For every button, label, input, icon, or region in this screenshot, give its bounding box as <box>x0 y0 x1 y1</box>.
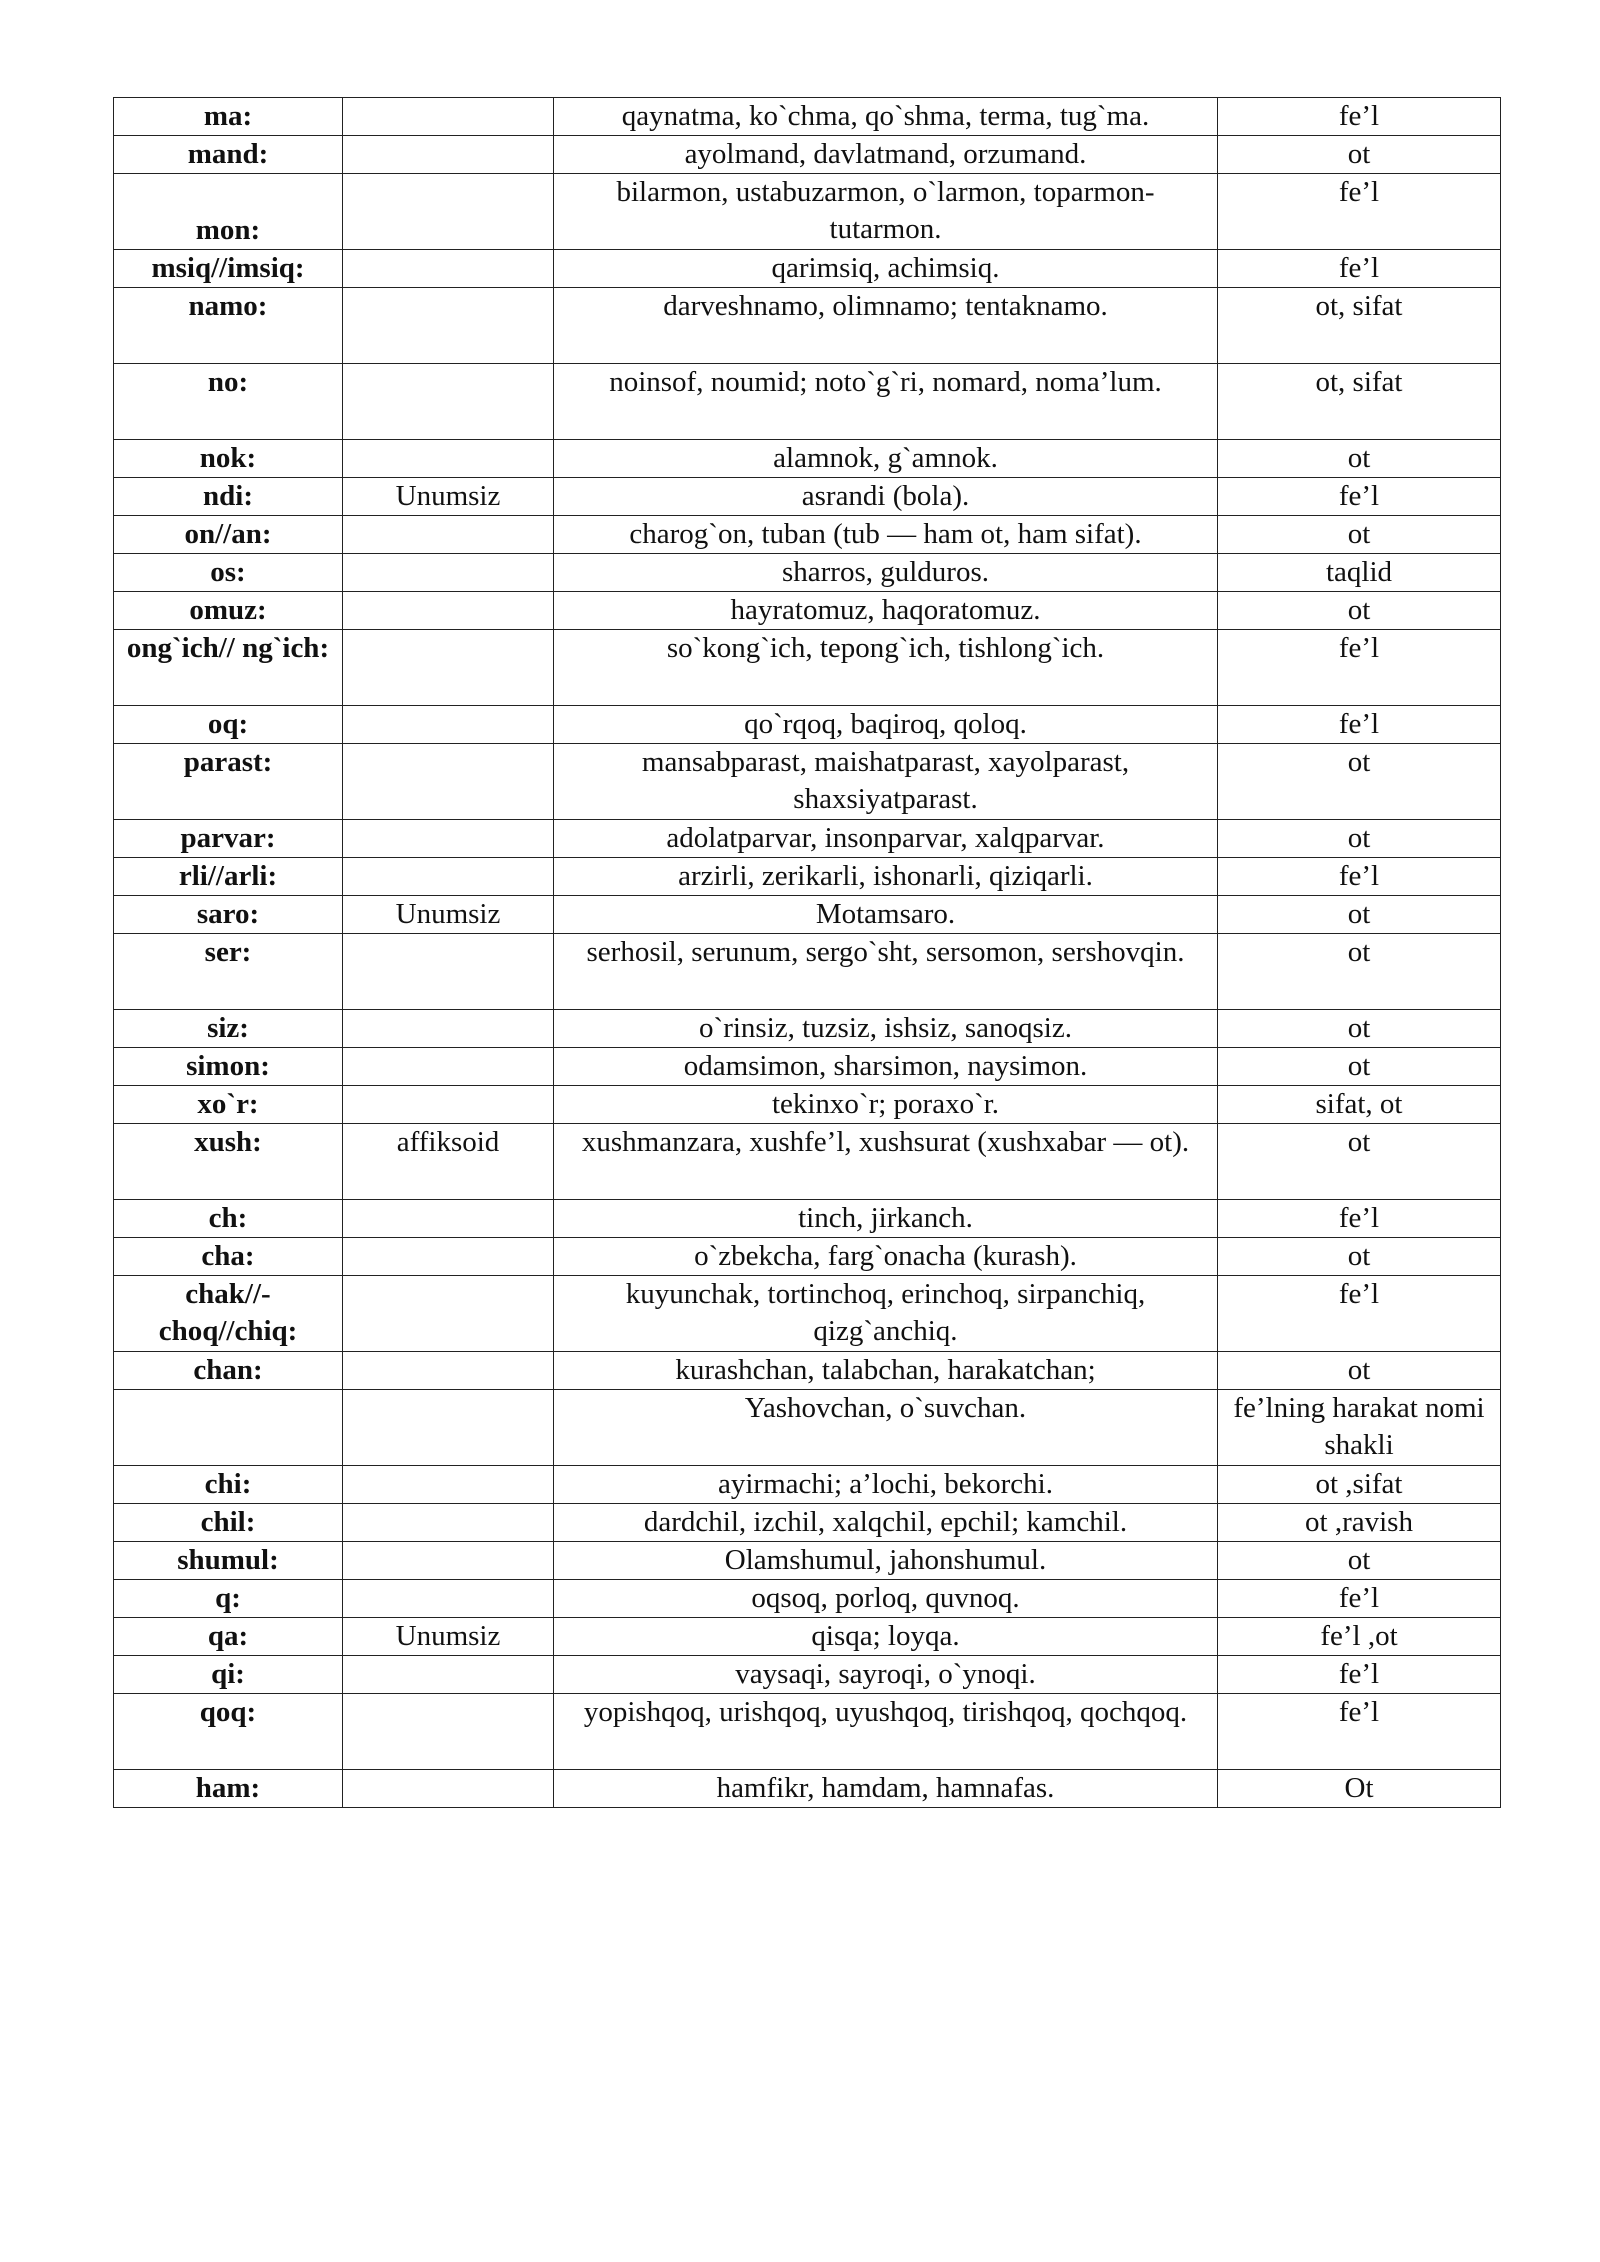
part-of-speech-cell: fe’l <box>1218 1200 1501 1238</box>
note-cell <box>343 934 554 1010</box>
examples-cell: yopishqoq, urishqoq, uyushqoq, tirishqoq, qochqoq. <box>554 1694 1218 1770</box>
table-row <box>114 1124 1501 1200</box>
note-cell <box>343 1504 554 1542</box>
examples-cell: hayratomuz, haqoratomuz. <box>554 592 1218 630</box>
part-of-speech-cell: ot ,sifat <box>1218 1466 1501 1504</box>
part-of-speech-cell: ot <box>1218 934 1501 1010</box>
table-row <box>114 1048 1501 1086</box>
affix-cell: nok: <box>114 440 343 478</box>
table-row <box>114 744 1501 820</box>
note-cell <box>343 744 554 820</box>
examples-cell: qisqa; loyqa. <box>554 1618 1218 1656</box>
table-row <box>114 858 1501 896</box>
note-cell: Unumsiz <box>343 478 554 516</box>
note-cell <box>343 706 554 744</box>
part-of-speech-cell: fe’l <box>1218 98 1501 136</box>
part-of-speech-cell: fe’l <box>1218 630 1501 706</box>
examples-cell: Olamshumul, jahonshumul. <box>554 1542 1218 1580</box>
examples-cell: darveshnamo, olimnamo; tentaknamo. <box>554 288 1218 364</box>
table-row <box>114 136 1501 174</box>
table-row <box>114 1390 1501 1466</box>
affix-cell: chan: <box>114 1352 343 1390</box>
part-of-speech-cell: ot <box>1218 516 1501 554</box>
examples-cell: odamsimon, sharsimon, naysimon. <box>554 1048 1218 1086</box>
affix-cell <box>114 1390 343 1466</box>
part-of-speech-cell: ot <box>1218 896 1501 934</box>
table-row <box>114 478 1501 516</box>
examples-cell: hamfikr, hamdam, hamnafas. <box>554 1770 1218 1808</box>
affix-cell: no: <box>114 364 343 440</box>
table-row <box>114 364 1501 440</box>
affix-cell: namo: <box>114 288 343 364</box>
part-of-speech-cell: fe’l <box>1218 174 1501 250</box>
note-cell <box>343 858 554 896</box>
affix-cell: mon: <box>114 174 343 250</box>
examples-cell: arzirli, zerikarli, ishonarli, qiziqarli. <box>554 858 1218 896</box>
affix-cell: os: <box>114 554 343 592</box>
part-of-speech-cell: fe’lning harakat nomi shakli <box>1218 1390 1501 1466</box>
note-cell <box>343 1086 554 1124</box>
affix-cell: cha: <box>114 1238 343 1276</box>
examples-cell: xushmanzara, xushfe’l, xushsurat (xushxabar — ot). <box>554 1124 1218 1200</box>
examples-cell: tinch, jirkanch. <box>554 1200 1218 1238</box>
note-cell <box>343 630 554 706</box>
part-of-speech-cell: fe’l <box>1218 1656 1501 1694</box>
document-page <box>113 97 1500 1808</box>
note-cell <box>343 1352 554 1390</box>
examples-cell: o`zbekcha, farg`onacha (kurash). <box>554 1238 1218 1276</box>
table-row <box>114 1542 1501 1580</box>
affix-cell: chak//-choq//chiq: <box>114 1276 343 1352</box>
examples-cell: qo`rqoq, baqiroq, qoloq. <box>554 706 1218 744</box>
affix-cell: xush: <box>114 1124 343 1200</box>
part-of-speech-cell: ot, sifat <box>1218 288 1501 364</box>
note-cell <box>343 1466 554 1504</box>
table-row <box>114 1466 1501 1504</box>
part-of-speech-cell: fe’l <box>1218 478 1501 516</box>
table-row <box>114 516 1501 554</box>
examples-cell: o`rinsiz, tuzsiz, ishsiz, sanoqsiz. <box>554 1010 1218 1048</box>
note-cell <box>343 250 554 288</box>
examples-cell: tekinxo`r; poraxo`r. <box>554 1086 1218 1124</box>
part-of-speech-cell: Ot <box>1218 1770 1501 1808</box>
examples-cell: qarimsiq, achimsiq. <box>554 250 1218 288</box>
part-of-speech-cell: ot, sifat <box>1218 364 1501 440</box>
note-cell <box>343 1276 554 1352</box>
note-cell <box>343 174 554 250</box>
note-cell <box>343 592 554 630</box>
note-cell <box>343 1542 554 1580</box>
note-cell <box>343 1580 554 1618</box>
affix-cell: saro: <box>114 896 343 934</box>
note-cell <box>343 1200 554 1238</box>
table-row <box>114 1010 1501 1048</box>
part-of-speech-cell: taqlid <box>1218 554 1501 592</box>
part-of-speech-cell: ot <box>1218 820 1501 858</box>
part-of-speech-cell: fe’l <box>1218 706 1501 744</box>
table-row <box>114 440 1501 478</box>
affix-cell: oq: <box>114 706 343 744</box>
note-cell <box>343 516 554 554</box>
part-of-speech-cell: ot <box>1218 1048 1501 1086</box>
affix-cell: rli//arli: <box>114 858 343 896</box>
part-of-speech-cell: fe’l <box>1218 1276 1501 1352</box>
note-cell <box>343 440 554 478</box>
examples-cell: dardchil, izchil, xalqchil, epchil; kamchil. <box>554 1504 1218 1542</box>
table-row <box>114 1238 1501 1276</box>
affix-cell: mand: <box>114 136 343 174</box>
part-of-speech-cell: ot ,ravish <box>1218 1504 1501 1542</box>
examples-cell: charog`on, tuban (tub — ham ot, ham sifat). <box>554 516 1218 554</box>
affix-cell: ma: <box>114 98 343 136</box>
part-of-speech-cell: ot <box>1218 744 1501 820</box>
part-of-speech-cell: sifat, ot <box>1218 1086 1501 1124</box>
affix-table <box>113 97 1501 1808</box>
note-cell: Unumsiz <box>343 1618 554 1656</box>
part-of-speech-cell: ot <box>1218 592 1501 630</box>
affix-cell: ndi: <box>114 478 343 516</box>
part-of-speech-cell: ot <box>1218 1542 1501 1580</box>
table-row <box>114 1086 1501 1124</box>
table-row <box>114 934 1501 1010</box>
affix-cell: shumul: <box>114 1542 343 1580</box>
affix-cell: ch: <box>114 1200 343 1238</box>
examples-cell: asrandi (bola). <box>554 478 1218 516</box>
part-of-speech-cell: ot <box>1218 1010 1501 1048</box>
examples-cell: sharros, gulduros. <box>554 554 1218 592</box>
table-row <box>114 98 1501 136</box>
note-cell <box>343 1390 554 1466</box>
note-cell: Unumsiz <box>343 896 554 934</box>
table-row <box>114 1504 1501 1542</box>
affix-cell: siz: <box>114 1010 343 1048</box>
note-cell <box>343 136 554 174</box>
note-cell <box>343 364 554 440</box>
table-row <box>114 592 1501 630</box>
examples-cell: so`kong`ich, tepong`ich, tishlong`ich. <box>554 630 1218 706</box>
examples-cell: mansabparast, maishatparast, xayolparast, shaxsiyatparast. <box>554 744 1218 820</box>
examples-cell: serhosil, serunum, sergo`sht, sersomon, sershovqin. <box>554 934 1218 1010</box>
examples-cell: kurashchan, talabchan, harakatchan; <box>554 1352 1218 1390</box>
table-row <box>114 1200 1501 1238</box>
part-of-speech-cell: ot <box>1218 1124 1501 1200</box>
affix-cell: omuz: <box>114 592 343 630</box>
part-of-speech-cell: ot <box>1218 1352 1501 1390</box>
note-cell <box>343 820 554 858</box>
examples-cell: ayolmand, davlatmand, orzumand. <box>554 136 1218 174</box>
examples-cell: bilarmon, ustabuzarmon, o`larmon, toparmon-tutarmon. <box>554 174 1218 250</box>
table-row <box>114 1352 1501 1390</box>
examples-cell: oqsoq, porloq, quvnoq. <box>554 1580 1218 1618</box>
affix-cell: ser: <box>114 934 343 1010</box>
table-row <box>114 1694 1501 1770</box>
examples-cell: adolatparvar, insonparvar, xalqparvar. <box>554 820 1218 858</box>
affix-table-body <box>114 98 1501 1808</box>
affix-cell: qi: <box>114 1656 343 1694</box>
examples-cell: Yashovchan, o`suvchan. <box>554 1390 1218 1466</box>
affix-cell: qa: <box>114 1618 343 1656</box>
part-of-speech-cell: fe’l <box>1218 1580 1501 1618</box>
table-row <box>114 288 1501 364</box>
part-of-speech-cell: ot <box>1218 440 1501 478</box>
affix-cell: parast: <box>114 744 343 820</box>
affix-cell: msiq//imsiq: <box>114 250 343 288</box>
table-row <box>114 820 1501 858</box>
part-of-speech-cell: ot <box>1218 1238 1501 1276</box>
affix-cell: chi: <box>114 1466 343 1504</box>
examples-cell: qaynatma, ko`chma, qo`shma, terma, tug`ma. <box>554 98 1218 136</box>
table-row <box>114 630 1501 706</box>
table-row <box>114 174 1501 250</box>
examples-cell: alamnok, g`amnok. <box>554 440 1218 478</box>
affix-cell: xo`r: <box>114 1086 343 1124</box>
affix-cell: simon: <box>114 1048 343 1086</box>
affix-cell: q: <box>114 1580 343 1618</box>
table-row <box>114 554 1501 592</box>
note-cell <box>343 1238 554 1276</box>
examples-cell: kuyunchak, tortinchoq, erinchoq, sirpanchiq, qizg`anchiq. <box>554 1276 1218 1352</box>
affix-cell: chil: <box>114 1504 343 1542</box>
note-cell <box>343 1770 554 1808</box>
note-cell: affiksoid <box>343 1124 554 1200</box>
table-row <box>114 1276 1501 1352</box>
part-of-speech-cell: ot <box>1218 136 1501 174</box>
part-of-speech-cell: fe’l <box>1218 1694 1501 1770</box>
table-row <box>114 706 1501 744</box>
affix-cell: ong`ich// ng`ich: <box>114 630 343 706</box>
table-row <box>114 1580 1501 1618</box>
table-row <box>114 1618 1501 1656</box>
note-cell <box>343 1048 554 1086</box>
note-cell <box>343 1694 554 1770</box>
note-cell <box>343 554 554 592</box>
table-row <box>114 1656 1501 1694</box>
examples-cell: ayirmachi; a’lochi, bekorchi. <box>554 1466 1218 1504</box>
examples-cell: noinsof, noumid; noto`g`ri, nomard, noma’lum. <box>554 364 1218 440</box>
affix-cell: on//an: <box>114 516 343 554</box>
note-cell <box>343 288 554 364</box>
note-cell <box>343 1656 554 1694</box>
affix-cell: parvar: <box>114 820 343 858</box>
note-cell <box>343 1010 554 1048</box>
part-of-speech-cell: fe’l ,ot <box>1218 1618 1501 1656</box>
table-row <box>114 250 1501 288</box>
part-of-speech-cell: fe’l <box>1218 250 1501 288</box>
affix-cell: qoq: <box>114 1694 343 1770</box>
part-of-speech-cell: fe’l <box>1218 858 1501 896</box>
table-row <box>114 896 1501 934</box>
table-row <box>114 1770 1501 1808</box>
examples-cell: vaysaqi, sayroqi, o`ynoqi. <box>554 1656 1218 1694</box>
note-cell <box>343 98 554 136</box>
examples-cell: Motamsaro. <box>554 896 1218 934</box>
affix-cell: ham: <box>114 1770 343 1808</box>
